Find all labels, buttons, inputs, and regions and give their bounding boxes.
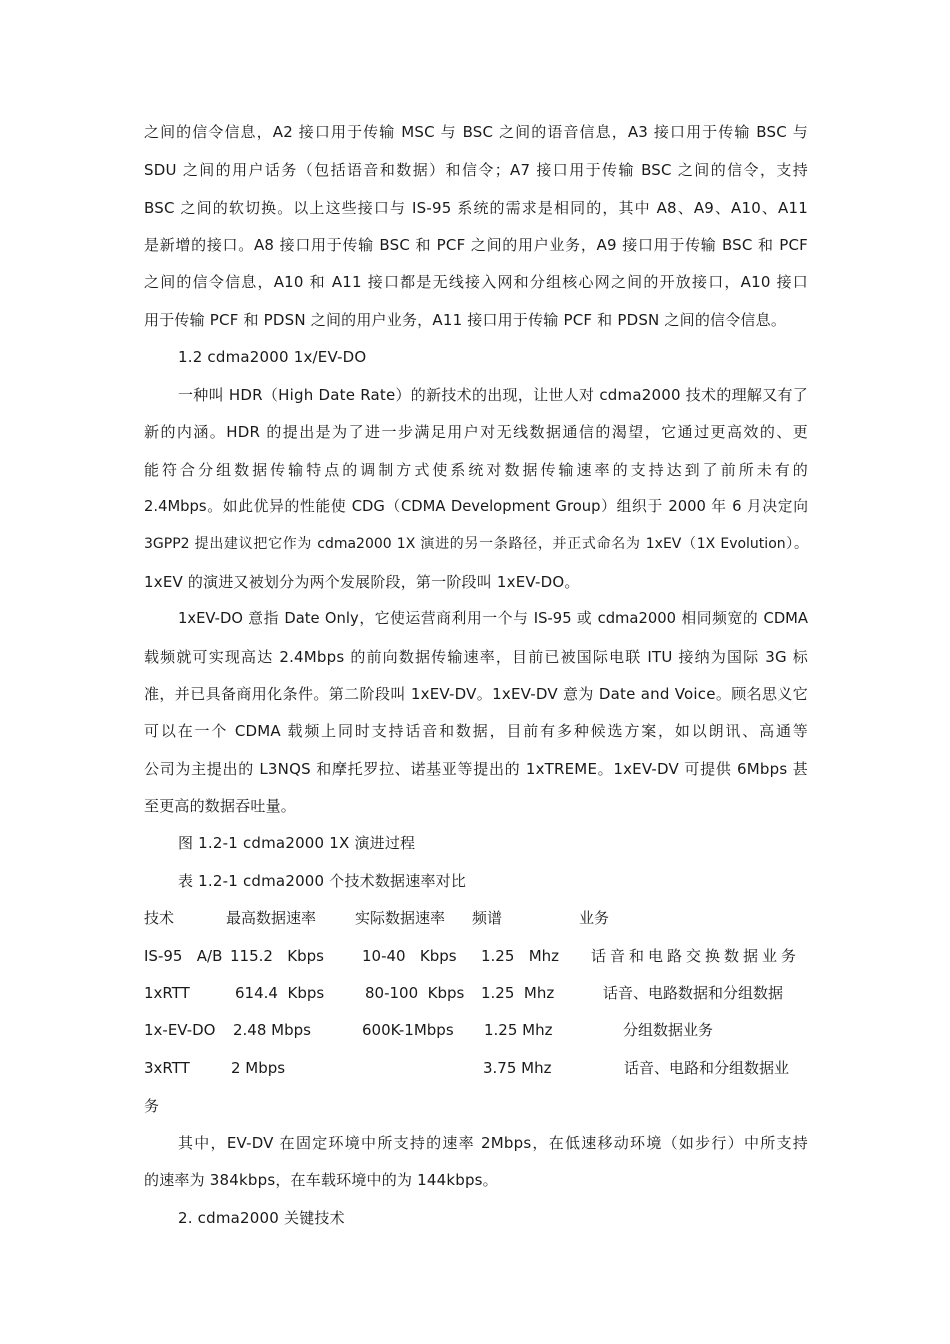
- paragraph-3-line: 载频就可实现高达 2.4Mbps 的前向数据传输速率，目前已被国际电联 ITU 接纳为国际 3G 标: [144, 648, 808, 666]
- table-header-cell: 技术: [144, 909, 175, 927]
- paragraph-2-line: 3GPP2 提出建议把它作为 cdma2000 1X 演进的另一条路径，并正式命名为 1xEV（1X Evolution）。: [144, 536, 808, 552]
- paragraph-4-line: 其中，EV-DV 在固定环境中所支持的速率 2Mbps，在低速移动环境（如步行）中所支持: [178, 1134, 808, 1152]
- paragraph-4-line: 的速率为 384kbps，在车载环境中的为 144kbps。: [144, 1171, 498, 1189]
- table-cell: IS-95 A/B: [144, 947, 223, 965]
- paragraph-3-line: 准，并已具备商用化条件。第二阶段叫 1xEV-DV。1xEV-DV 意为 Date and Voice。顾名思义它: [144, 685, 808, 703]
- table-cell: 1.25 Mhz: [481, 984, 555, 1002]
- table-cell: 614.4 Kbps: [235, 984, 325, 1002]
- table-cell: 1x-EV-DO: [144, 1021, 216, 1039]
- table-header-cell: 实际数据速率: [355, 909, 446, 927]
- paragraph-1-line: 之间的信令信息，A2 接口用于传输 MSC 与 BSC 之间的语音信息，A3 接口用于传输 BSC 与: [144, 123, 808, 141]
- table-cell: 80-100 Kbps: [365, 984, 465, 1002]
- paragraph-1-line: BSC 之间的软切换。以上这些接口与 IS-95 系统的需求是相同的，其中 A8、A9、A10、A11: [144, 199, 808, 217]
- table-cell: 3xRTT: [144, 1059, 190, 1077]
- table-header-cell: 最高数据速率: [226, 909, 317, 927]
- table-cell: 1.25 Mhz: [481, 947, 560, 965]
- table-header-cell: 业务: [579, 909, 610, 927]
- paragraph-2-line: 能符合分组数据传输特点的调制方式使系统对数据传输速率的支持达到了前所未有的: [144, 461, 808, 479]
- section-heading-1-2: 1.2 cdma2000 1x/EV-DO: [178, 348, 367, 366]
- paragraph-3-line: 至更高的数据吞吐量。: [144, 797, 297, 815]
- paragraph-3-line: 公司为主提出的 L3NQS 和摩托罗拉、诺基亚等提出的 1xTREME。1xEV-DV 可提供 6Mbps 甚: [144, 760, 808, 778]
- section-heading-2: 2. cdma2000 关键技术: [178, 1209, 345, 1227]
- table-cell: 话音、电路数据和分组数据: [603, 984, 784, 1002]
- paragraph-3-line: 可以在一个 CDMA 载频上同时支持话音和数据，目前有多种候选方案，如以朗讯、高通等: [144, 722, 808, 740]
- table-header-cell: 频谱: [472, 909, 503, 927]
- figure-caption: 图 1.2-1 cdma2000 1X 演进过程: [178, 834, 416, 852]
- table-caption: 表 1.2-1 cdma2000 个技术数据速率对比: [178, 872, 467, 890]
- table-cell: 1xRTT: [144, 984, 190, 1002]
- paragraph-1-line: 之间的信令信息，A10 和 A11 接口都是无线接入网和分组核心网之间的开放接口，A10 接口: [144, 273, 808, 291]
- table-cell: 2 Mbps: [231, 1059, 286, 1077]
- table-cell-wrap: 务: [144, 1097, 160, 1115]
- table-cell: 2.48 Mbps: [233, 1021, 311, 1039]
- table-cell: 分组数据业务: [623, 1021, 714, 1039]
- table-cell: 话音和电路交换数据业务: [591, 947, 801, 965]
- paragraph-1-line: SDU 之间的用户话务（包括语音和数据）和信令；A7 接口用于传输 BSC 之间的信令，支持: [144, 161, 808, 179]
- table-cell: 1.25 Mhz: [484, 1021, 553, 1039]
- paragraph-2-line: 1xEV 的演进又被划分为两个发展阶段，第一阶段叫 1xEV-DO。: [144, 573, 580, 591]
- paragraph-2-line: 新的内涵。HDR 的提出是为了进一步满足用户对无线数据通信的渴望，它通过更高效的、更: [144, 423, 808, 441]
- table-cell: 3.75 Mhz: [483, 1059, 552, 1077]
- table-cell: 10-40 Kbps: [362, 947, 457, 965]
- table-cell: 115.2 Kbps: [230, 947, 324, 965]
- table-cell: 600K-1Mbps: [362, 1021, 454, 1039]
- paragraph-2-line: 2.4Mbps。如此优异的性能使 CDG（CDMA Development Group）组织于 2000 年 6 月决定向: [144, 498, 808, 515]
- paragraph-3-line: 1xEV-DO 意指 Date Only，它使运营商利用一个与 IS-95 或 cdma2000 相同频宽的 CDMA: [178, 610, 808, 627]
- paragraph-2-line: 一种叫 HDR（High Date Rate）的新技术的出现，让世人对 cdma2000 技术的理解又有了: [178, 386, 808, 404]
- paragraph-1-line: 用于传输 PCF 和 PDSN 之间的用户业务，A11 接口用于传输 PCF 和 PDSN 之间的信令信息。: [144, 311, 787, 329]
- paragraph-1-line: 是新增的接口。A8 接口用于传输 BSC 和 PCF 之间的用户业务，A9 接口用于传输 BSC 和 PCF: [144, 236, 808, 254]
- table-cell: 话音、电路和分组数据业: [624, 1059, 790, 1077]
